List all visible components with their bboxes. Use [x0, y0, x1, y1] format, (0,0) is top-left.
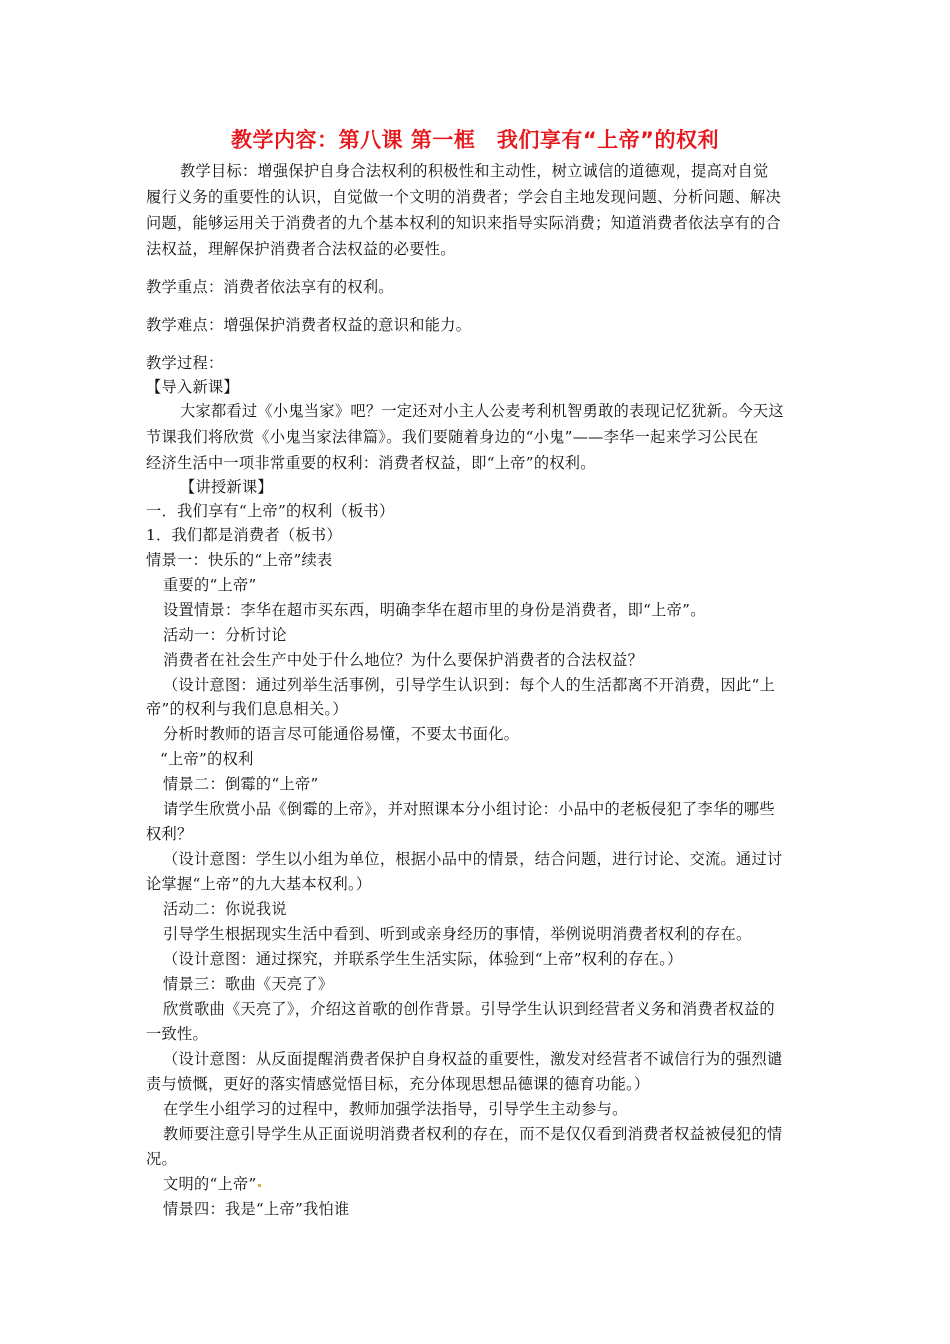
section-line: 情景二：倒霉的“上帝” [163, 775, 319, 793]
section-line: （设计意图：通过列举生活事例，引导学生认识到：每个人的生活都离不开消费，因此“上 [163, 676, 776, 694]
section-line-text: 文明的“上帝” [163, 1175, 257, 1193]
section-line: 活动一：分析讨论 [163, 626, 287, 644]
section-line: （设计意图：从反面提醒消费者保护自身权益的重要性，激发对经营者不诚信行为的强烈谴 [163, 1050, 783, 1068]
intro-heading: 【导入新课】 [146, 378, 239, 396]
intro-line-2: 节课我们将欣赏《小鬼当家法律篇》。我们要随着身边的“小鬼”——李华一起来学习公民在 [146, 428, 759, 446]
process-heading: 教学过程： [146, 354, 224, 372]
section-line: “上帝”的权利 [160, 750, 254, 768]
section-line: 责与愤慨，更好的落实情感觉悟目标，充分体现思想品德课的德育功能。） [146, 1075, 650, 1093]
section-line: 教师要注意引导学生从正面说明消费者权利的存在，而不是仅仅看到消费者权益被侵犯的情 [163, 1125, 783, 1143]
goal-line-1: 教学目标：增强保护自身合法权利的积极性和主动性，树立诚信的道德观，提高对自觉 [180, 162, 769, 180]
section-line: 设置情景：李华在超市买东西，明确李华在超市里的身份是消费者，即“上帝”。 [163, 601, 706, 619]
section-line: 权利？ [146, 825, 193, 843]
section-line: 重要的“上帝” [163, 576, 257, 594]
intro-line-1: 大家都看过《小鬼当家》吧？一定还对小主人公麦考利机智勇敢的表现记忆犹新。今天这 [180, 402, 785, 420]
section-line: 情景四：我是“上帝”我怕谁 [163, 1200, 350, 1218]
section-line: 1．我们都是消费者（板书） [146, 526, 342, 544]
page-title: 教学内容：第八课 第一框 我们享有“上帝”的权利 [231, 128, 719, 152]
section-line: 引导学生根据现实生活中看到、听到或亲身经历的事情，举例说明消费者权利的存在。 [163, 925, 752, 943]
section-line: 一致性。 [146, 1025, 208, 1043]
section-line: 分析时教师的语言尽可能通俗易懂，不要太书面化。 [163, 725, 520, 743]
section-line: 论掌握“上帝”的九大基本权利。） [146, 875, 372, 893]
section-line: 活动二：你说我说 [163, 900, 287, 918]
key-point: 教学重点：消费者依法享有的权利。 [146, 278, 394, 296]
section-line: 情景一：快乐的“上帝”续表 [146, 551, 333, 569]
section-line: 况。 [146, 1150, 177, 1168]
goal-line-4: 法权益，理解保护消费者合法权益的必要性。 [146, 240, 456, 258]
section-line: 请学生欣赏小品《倒霉的上帝》，并对照课本分小组讨论：小品中的老板侵犯了李华的哪些 [163, 800, 775, 818]
section-line: 情景三：歌曲《天亮了》 [163, 975, 334, 993]
section-line: 消费者在社会生产中处于什么地位？为什么要保护消费者的合法权益？ [163, 651, 644, 669]
section-line: （设计意图：学生以小组为单位，根据小品中的情景，结合问题，进行讨论、交流。通过讨 [163, 850, 783, 868]
goal-line-3: 问题，能够运用关于消费者的九个基本权利的知识来指导实际消费；知道消费者依法享有的合 [146, 214, 781, 232]
section-line: 欣赏歌曲《天亮了》，介绍这首歌的创作背景。引导学生认识到经营者义务和消费者权益的 [163, 1000, 775, 1018]
section-line: 在学生小组学习的过程中，教师加强学法指导，引导学生主动参与。 [163, 1100, 628, 1118]
section-line: （设计意图：通过探究，并联系学生生活实际，体验到“上帝”权利的存在。） [163, 950, 683, 968]
section-line [163, 1173, 261, 1195]
difficulty: 教学难点：增强保护消费者权益的意识和能力。 [146, 316, 472, 334]
goal-line-2: 履行义务的重要性的认识，自觉做一个文明的消费者；学会自主地发现问题、分析问题、解决 [146, 188, 781, 206]
section-line: 帝”的权利与我们息息相关。） [146, 700, 348, 718]
intro-line-3: 经济生活中一项非常重要的权利：消费者权益，即“上帝”的权利。 [146, 454, 596, 472]
decorative-dot [258, 1184, 261, 1187]
section-line: 一．我们享有“上帝”的权利（板书） [146, 502, 395, 520]
lecture-heading: 【讲授新课】 [180, 478, 273, 496]
